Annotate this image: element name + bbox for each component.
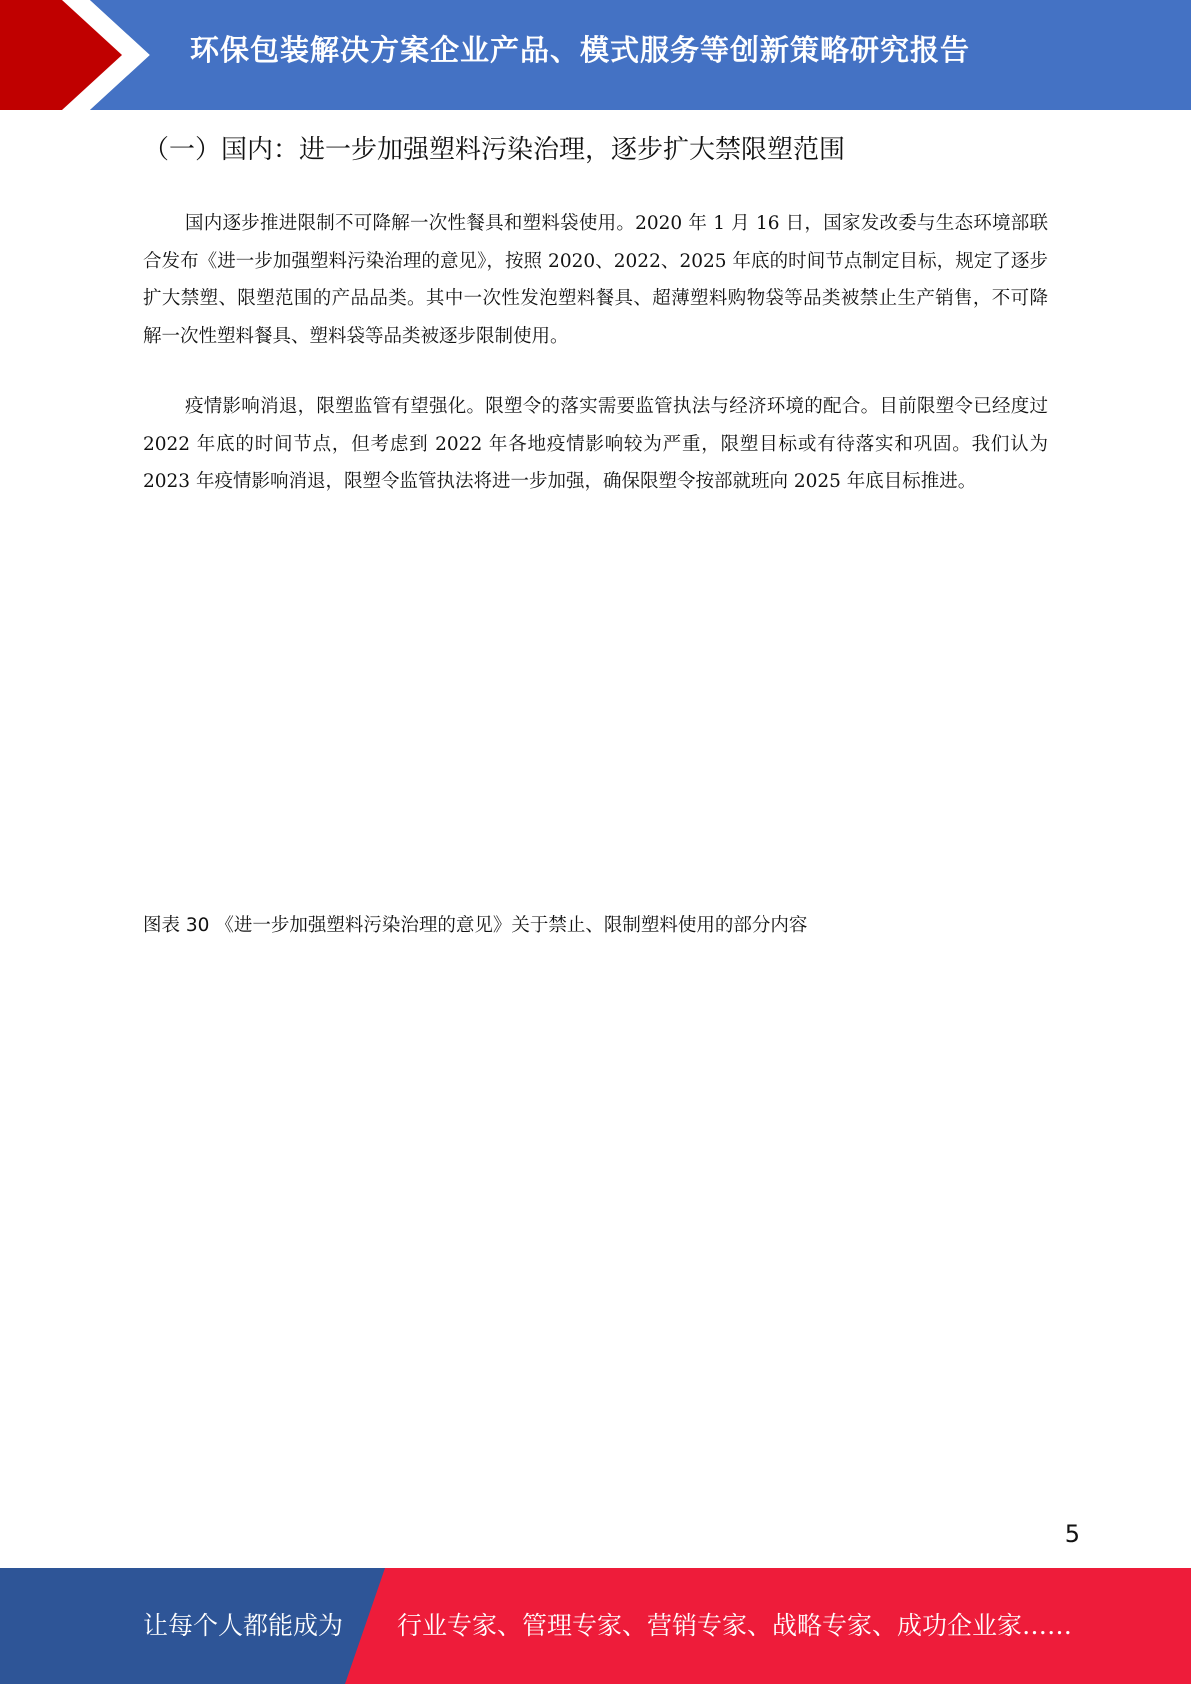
footer-banner — [0, 1568, 1191, 1684]
figure-caption — [143, 910, 1093, 942]
report-title: 环保包装解决方案企业产品、模式服务等创新策略研究报告 — [190, 33, 971, 67]
footer-slogan-right: 行业专家、管理专家、营销专家、战略专家、成功企业家…… — [397, 1611, 1073, 1640]
figure-caption-text: 《进一步加强塑料污染治理的意见》关于禁止、限制塑料使用的部分内容 — [215, 915, 808, 936]
paragraph-domestic-restrictions: 国内逐步推进限制不可降解一次性餐具和塑料袋使用。2020 年 1 月 16 日，国家发改委与生态环境部联合发布《进一步加强塑料污染治理的意见》，按照 2020、2022、2025 年底的时间节点制定目标，规定了逐步扩大禁塑、限塑范围的产品品类。其中一次性发泡塑料餐具、超薄塑料购物袋等品类被禁止生产销售，不可降解一次性塑料餐具、塑料袋等品类被逐步限制使用。 — [143, 213, 1048, 347]
paragraph-regulation-outlook: 疫情影响消退，限塑监管有望强化。限塑令的落实需要监管执法与经济环境的配合。目前限塑令已经度过 2022 年底的时间节点，但考虑到 2022 年各地疫情影响较为严重，限塑目标或有待落实和巩固。我们认为 2023 年疫情影响消退，限塑令监管执法将进一步加强，确保限塑令按部就班向 2025 年底目标推进。 — [143, 396, 1048, 492]
page-number: 5 — [1064, 1520, 1080, 1548]
section-heading: （一）国内：进一步加强塑料污染治理，逐步扩大禁限塑范围 — [143, 135, 846, 165]
header-banner — [0, 0, 1191, 110]
figure-label: 图表 30 — [143, 915, 210, 936]
footer-slogan-left: 让每个人都能成为 — [143, 1611, 344, 1640]
